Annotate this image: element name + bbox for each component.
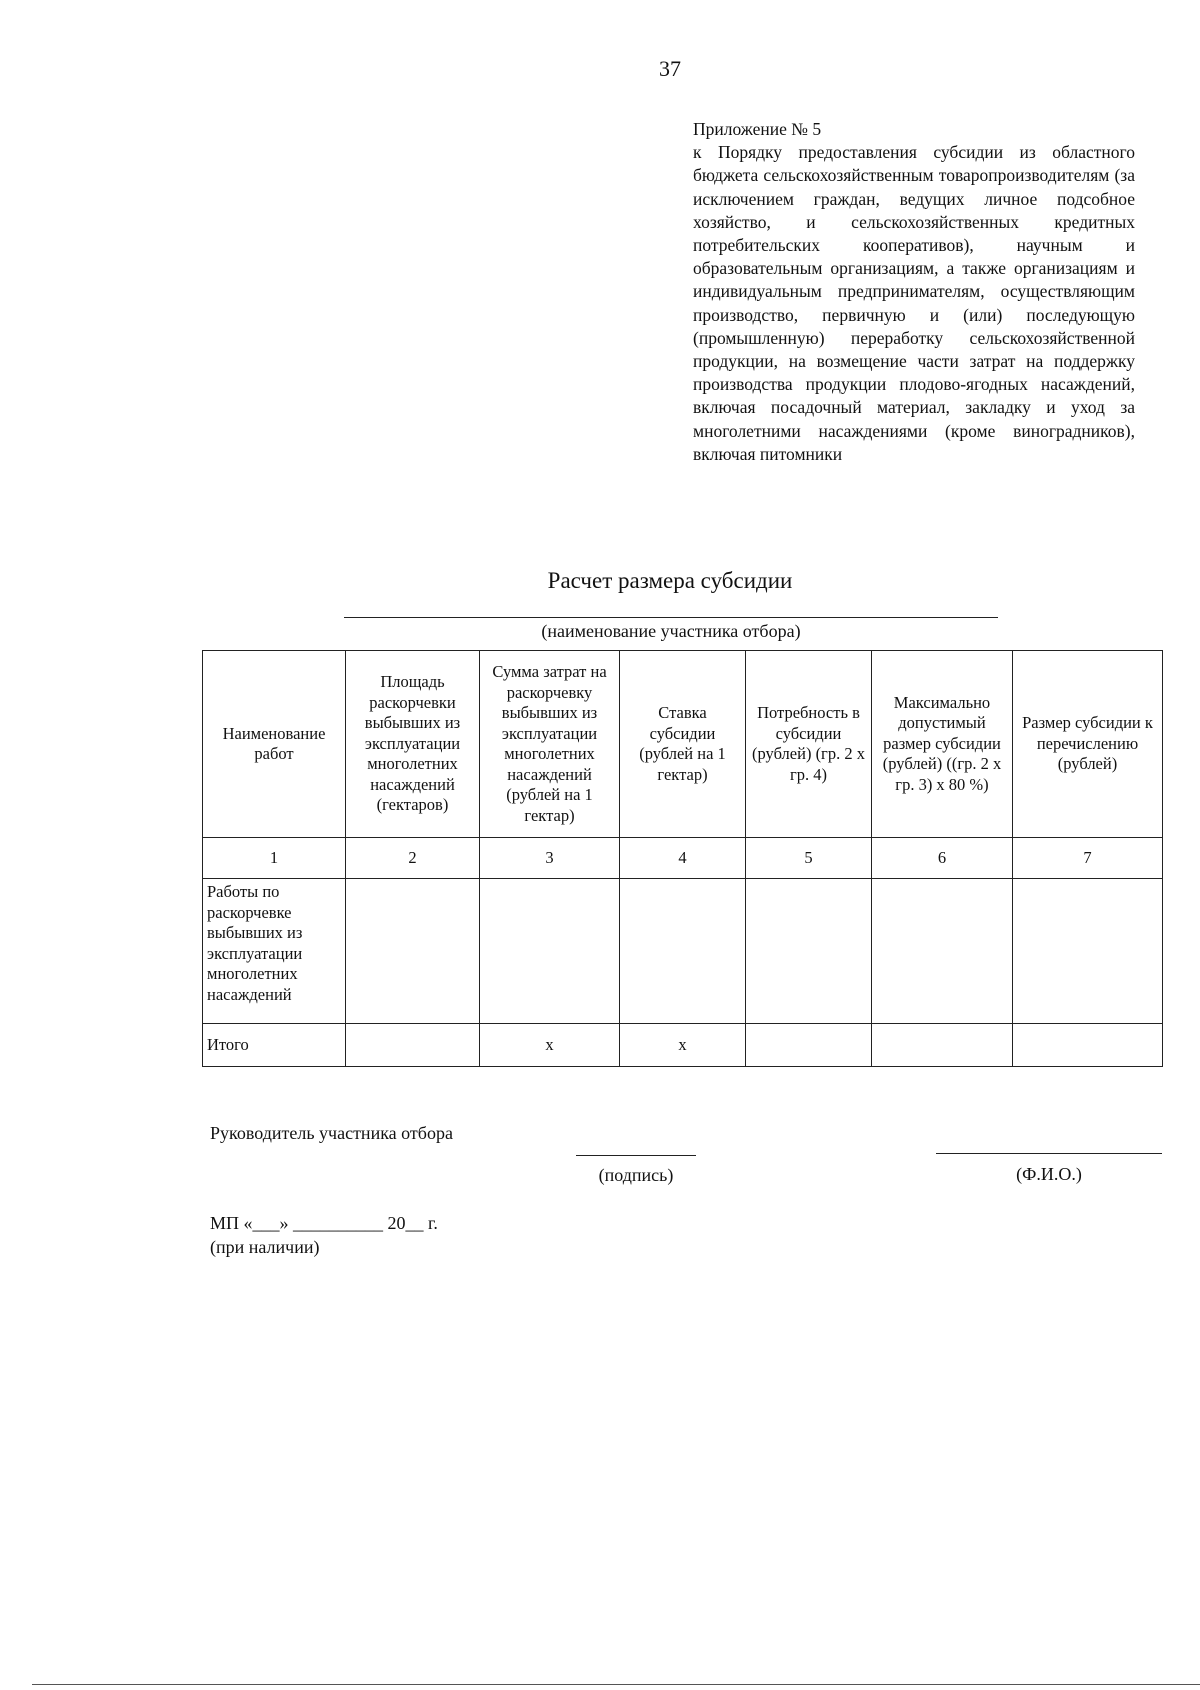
header-cell-costs: Сумма затрат на раскорчевку выбывших из эксплуатации многолетних насаждений (рублей на 1 гектар) [480, 651, 620, 838]
signature-caption: (подпись) [598, 1165, 674, 1185]
page-number: 37 [659, 56, 681, 81]
appendix-text: к Порядку предоставления субсидии из областного бюджета сельскохозяйственным товаропроизводителям (за исключением граждан, ведущих личное подсобное хозяйство, и сельскохозяйственных кредитных потребительских кооперативов), научным и образовательным организациям, а также организациям и индивидуальным предпринимателям, осуществляющим производство, первичную и (или) последующую (промышленную) переработку сельскохозяйственной продукции, на возмещение части затрат на поддержку производства продукции плодово-ягодных насаждений, включая посадочный материал, закладку и уход за многолетними насаждениями (кроме виноградников), включая питомники [693, 142, 1135, 464]
document-title: Расчет размера субсидии [547, 568, 793, 593]
appendix-block [693, 118, 1135, 466]
column-number: 3 [480, 838, 620, 879]
row-label: Итого [203, 1024, 346, 1067]
header-cell-work-name: Наименование работ [203, 651, 346, 838]
participant-name-caption: (наименование участника отбора) [541, 621, 801, 641]
table-cell [746, 1024, 872, 1067]
table-cell [746, 879, 872, 1024]
table-cell: х [480, 1024, 620, 1067]
table-cell [346, 1024, 480, 1067]
subsidy-calculation-table [202, 650, 1163, 1067]
header-cell-rate: Ставка субсидии (рублей на 1 гектар) [620, 651, 746, 838]
participant-name-line [344, 617, 998, 618]
table-cell [480, 879, 620, 1024]
page-bottom-rule [32, 1684, 1200, 1685]
table-cell: х [620, 1024, 746, 1067]
table-cell [1013, 879, 1163, 1024]
column-number: 4 [620, 838, 746, 879]
column-number: 6 [872, 838, 1013, 879]
header-cell-area: Площадь раскорчевки выбывших из эксплуатации многолетних насаждений (гектаров) [346, 651, 480, 838]
signature-line [576, 1155, 696, 1156]
column-number: 1 [203, 838, 346, 879]
header-cell-transfer-amount: Размер субсидии к перечислению (рублей) [1013, 651, 1163, 838]
table-row [203, 879, 1163, 1024]
head-of-participant-label: Руководитель участника отбора [210, 1123, 453, 1143]
table-header-row [203, 651, 1163, 838]
table-cell [620, 879, 746, 1024]
column-number: 5 [746, 838, 872, 879]
header-cell-need: Потребность в субсидии (рублей) (гр. 2 х гр. 4) [746, 651, 872, 838]
seal-note: (при наличии) [210, 1237, 320, 1257]
column-number: 2 [346, 838, 480, 879]
table-cell [1013, 1024, 1163, 1067]
table-cell [872, 879, 1013, 1024]
table-cell [872, 1024, 1013, 1067]
column-number: 7 [1013, 838, 1163, 879]
total-row [203, 1024, 1163, 1067]
table-cell [346, 879, 480, 1024]
column-number-row [203, 838, 1163, 879]
row-label: Работы по раскорчевке выбывших из эксплуатации многолетних насаждений [203, 879, 346, 1024]
appendix-title: Приложение № 5 [693, 119, 822, 139]
seal-date-line: МП «___» __________ 20__ г. [210, 1213, 438, 1233]
full-name-caption: (Ф.И.О.) [1016, 1164, 1082, 1184]
full-name-line [936, 1153, 1162, 1154]
header-cell-max-amount: Максимально допустимый размер субсидии (рублей) ((гр. 2 х гр. 3) х 80 %) [872, 651, 1013, 838]
